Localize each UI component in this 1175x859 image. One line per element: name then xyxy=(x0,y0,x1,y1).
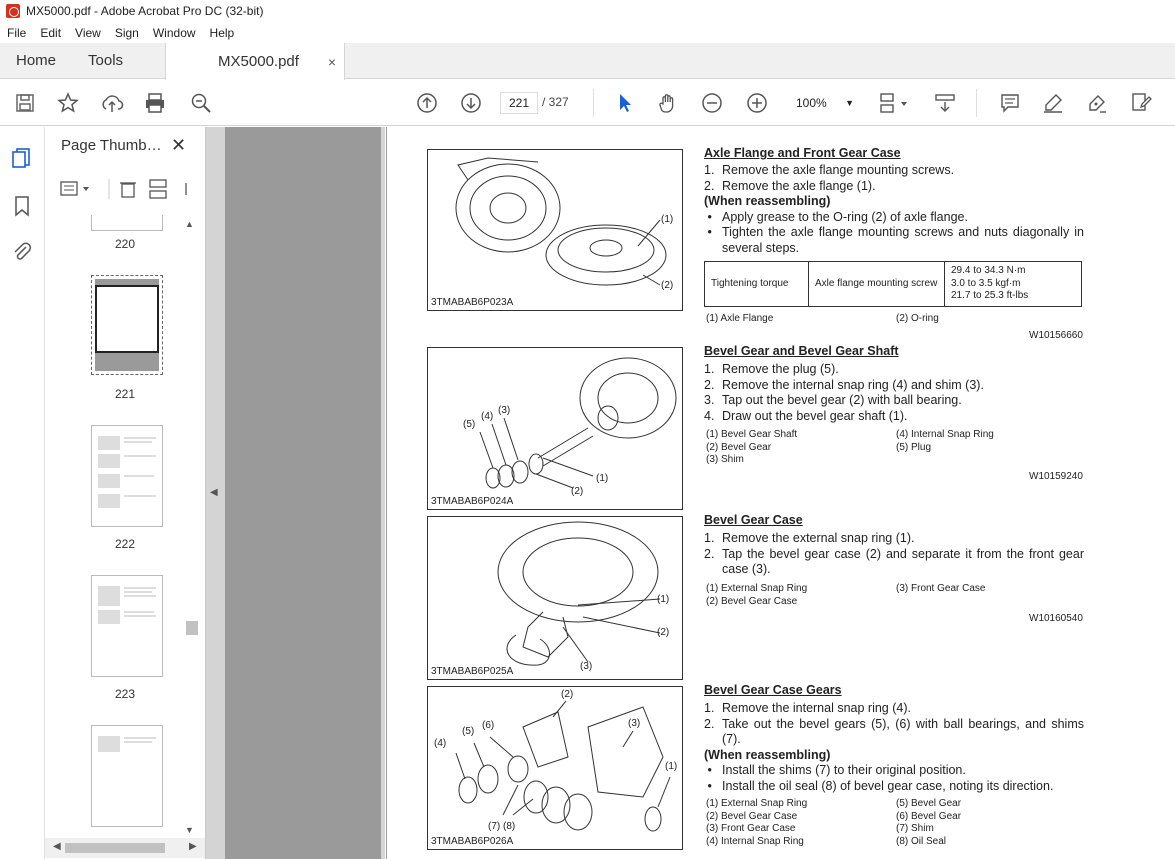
section-title: Bevel Gear and Bevel Gear Shaft xyxy=(704,344,899,358)
step-text: Tap the bevel gear case (2) and separate it from the front gear case (3). xyxy=(722,546,1084,576)
legend-item: (7) Shim xyxy=(896,823,934,835)
comment-icon[interactable] xyxy=(998,91,1022,115)
legend-item: (1) Axle Flange xyxy=(706,313,774,324)
thumbnails-panel-title: Page Thumb… xyxy=(61,137,162,154)
callout-label: (7) (8) xyxy=(488,821,516,832)
attachment-paperclip-icon[interactable] xyxy=(11,241,33,263)
window-title: MX5000.pdf - Adobe Acrobat Pro DC (32-bit) xyxy=(26,4,264,18)
menu-window[interactable]: Window xyxy=(152,25,196,40)
callout-label: (2) xyxy=(561,689,574,700)
legend-item: (1) Bevel Gear Shaft xyxy=(706,429,798,440)
scroll-mode-icon[interactable] xyxy=(933,91,957,115)
tab-bar xyxy=(0,43,1175,79)
menu-help[interactable]: Help xyxy=(209,25,235,40)
figure-code: 3TMABAB6P025A xyxy=(431,666,514,677)
step-text: Remove the plug (5). xyxy=(722,362,839,376)
horizontal-scroll-thumb[interactable] xyxy=(65,843,165,853)
document-page xyxy=(386,127,1175,859)
thumbnails-scrollbar[interactable]: ▲ ▼ xyxy=(183,217,199,837)
section-title: Bevel Gear Case xyxy=(704,513,803,527)
document-code: W10160540 xyxy=(1029,613,1083,624)
toolbar xyxy=(0,80,1175,126)
legend xyxy=(706,429,1086,467)
thumbnail-page-220[interactable] xyxy=(91,215,163,231)
legend-item: (5) Plug xyxy=(896,441,932,453)
zoom-in-icon[interactable] xyxy=(745,91,769,115)
tab-tools[interactable]: Tools xyxy=(88,52,124,69)
step-text: Remove the axle flange (1). xyxy=(722,178,876,193)
collapse-panel-icon[interactable]: ◀ xyxy=(210,487,218,498)
current-page-input[interactable]: 221 xyxy=(500,92,538,114)
legend-item: (3) Shim xyxy=(706,454,744,466)
reassembling-heading: (When reassembling) xyxy=(704,747,831,762)
toolbar-divider xyxy=(593,89,594,117)
tab-document[interactable] xyxy=(165,43,345,80)
thumbnail-page-223[interactable] xyxy=(91,575,163,677)
upload-cloud-icon[interactable] xyxy=(100,91,124,115)
legend xyxy=(706,798,1086,849)
figure-bevel-gear-shaft xyxy=(427,347,683,510)
torque-value: 21.7 to 25.3 ft-lbs xyxy=(951,290,1029,301)
reassembling-heading: (When reassembling) xyxy=(704,194,831,208)
callout-label: (6) xyxy=(482,720,495,731)
thumbnails-toolbar xyxy=(59,177,194,201)
hand-tool-icon[interactable] xyxy=(656,91,680,115)
bullet-text: Install the oil seal (8) of bevel gear case, noting its direction. xyxy=(722,778,1054,793)
next-page-icon[interactable] xyxy=(459,91,483,115)
legend-item: (2) Bevel Gear xyxy=(706,441,772,453)
section-title: Axle Flange and Front Gear Case xyxy=(704,146,901,160)
callout-label: (2) xyxy=(657,627,670,638)
callout-label: (2) xyxy=(661,280,674,291)
legend-item: (1) External Snap Ring xyxy=(706,583,808,594)
print-icon[interactable] xyxy=(143,91,167,115)
callout-label: (3) xyxy=(580,661,593,672)
legend-item: (2) Bevel Gear Case xyxy=(706,595,798,607)
bullet-text: Apply grease to the O-ring (2) of axle flange. xyxy=(722,209,968,224)
figure-bevel-gear-case xyxy=(427,516,683,680)
torque-label: Tightening torque xyxy=(705,262,809,307)
document-code: W10156660 xyxy=(1029,330,1083,341)
zoom-search-icon[interactable] xyxy=(189,91,213,115)
torque-item: Axle flange mounting screw xyxy=(809,262,945,307)
menu-edit[interactable]: Edit xyxy=(40,25,62,40)
tab-home[interactable]: Home xyxy=(16,52,57,69)
step-text: Remove the external snap ring (1). xyxy=(722,531,915,545)
menu-view[interactable]: View xyxy=(75,25,101,40)
callout-label: (3) xyxy=(628,718,641,729)
thumbnails-scroll-thumb[interactable] xyxy=(186,621,198,635)
legend-item: (3) Front Gear Case xyxy=(896,583,986,594)
figure-bevel-gear-case-gears xyxy=(427,686,683,850)
legend-item: (2) O-ring xyxy=(896,313,939,324)
page-thumbnails-panel xyxy=(45,127,205,859)
figure-axle-flange xyxy=(427,149,683,311)
figure-code: 3TMABAB6P023A xyxy=(431,297,514,308)
tab-document-label: MX5000.pdf xyxy=(218,53,299,70)
legend-item: (6) Bevel Gear xyxy=(896,810,962,822)
callout-label: (2) xyxy=(571,486,584,497)
legend-item: (8) Oil Seal xyxy=(896,836,947,848)
menu-bar xyxy=(0,22,1175,43)
steps-list: 1. Remove the plug (5). 2. Remove the internal snap ring (4) and shim (3). 3. Tap out the bevel gear (2) with ball bearing. 4. Draw out the bevel gear shaft (1). xyxy=(704,362,984,423)
page-thumbnails-icon[interactable] xyxy=(11,147,33,169)
bookmark-icon[interactable] xyxy=(11,195,33,217)
highlight-pen-icon[interactable] xyxy=(1041,91,1065,115)
tab-close-icon[interactable]: × xyxy=(327,53,337,70)
toolbar-divider xyxy=(976,89,977,117)
step-text: Remove the internal snap ring (4). xyxy=(722,701,911,715)
zoom-out-icon[interactable] xyxy=(700,91,724,115)
callout-label: (3) xyxy=(498,405,511,416)
legend-item: (1) External Snap Ring xyxy=(706,798,808,809)
zoom-level-dropdown[interactable] xyxy=(790,92,860,114)
acrobat-logo-icon xyxy=(6,4,20,18)
page-margin-band xyxy=(225,127,381,859)
step-text: Draw out the bevel gear shaft (1). xyxy=(722,408,908,423)
page-layout-icon[interactable] xyxy=(878,91,912,115)
legend-item: (3) Front Gear Case xyxy=(706,823,796,835)
callout-label: (1) xyxy=(661,214,674,225)
step-text: Remove the axle flange mounting screws. xyxy=(722,163,955,177)
select-cursor-icon[interactable] xyxy=(613,91,637,115)
thumbnail-page-221-selected[interactable] xyxy=(91,275,163,375)
thumbnail-page-224[interactable] xyxy=(91,725,163,827)
legend xyxy=(706,583,1086,608)
callout-label: (1) xyxy=(596,473,609,484)
menu-sign[interactable]: Sign xyxy=(114,25,139,40)
torque-table xyxy=(704,261,1082,307)
figure-code: 3TMABAB6P024A xyxy=(431,496,514,507)
document-code: W10159240 xyxy=(1029,471,1083,482)
callout-label: (1) xyxy=(657,594,670,605)
step-text: Tap out the bevel gear (2) with ball bearing. xyxy=(722,393,962,407)
thumbnails-list xyxy=(45,215,195,837)
thumbnails-close-icon[interactable]: ✕ xyxy=(171,135,187,155)
thumbnail-label: 223 xyxy=(114,687,136,701)
figure-code: 3TMABAB6P026A xyxy=(431,836,514,847)
thumbnails-horizontal-scrollbar[interactable]: ◀ ▶ xyxy=(45,838,205,858)
torque-values xyxy=(945,262,1082,307)
legend-item: (5) Bevel Gear xyxy=(896,798,962,809)
bullet-text: Install the shims (7) to their original position. xyxy=(722,763,966,777)
left-navigation-rail xyxy=(0,127,45,859)
legend-item: (2) Bevel Gear Case xyxy=(706,810,798,822)
previous-page-icon[interactable] xyxy=(415,91,439,115)
torque-value: 29.4 to 34.3 N·m xyxy=(951,265,1026,276)
section-title: Bevel Gear Case Gears xyxy=(704,683,842,697)
bookmark-star-icon[interactable] xyxy=(56,91,80,115)
legend xyxy=(706,313,1086,326)
edit-document-icon[interactable] xyxy=(1129,91,1153,115)
callout-label: (5) xyxy=(462,726,475,737)
thumbnail-label: 222 xyxy=(114,537,136,551)
chevron-down-icon: ▼ xyxy=(845,98,854,108)
thumbnail-label: 221 xyxy=(114,387,136,401)
step-text: Remove the internal snap ring (4) and shim (3). xyxy=(722,377,984,392)
menu-file[interactable]: File xyxy=(7,25,27,40)
step-text: Take out the bevel gears (5), (6) with ball bearings, and shims (7). xyxy=(722,716,1084,746)
steps-list: 1. Remove the external snap ring (1). 2. Tap the bevel gear case (2) and separate it from the front gear case (3). xyxy=(704,531,1084,576)
thumbnail-label: 220 xyxy=(114,237,136,251)
callout-label: (5) xyxy=(463,419,476,430)
legend-item: (4) Internal Snap Ring xyxy=(896,429,994,440)
callout-label: (4) xyxy=(434,738,447,749)
callout-label: (4) xyxy=(481,411,494,422)
callout-label: (1) xyxy=(665,761,678,772)
title-bar xyxy=(0,0,1175,22)
torque-value: 3.0 to 3.5 kgf·m xyxy=(951,277,1021,289)
save-icon[interactable] xyxy=(13,91,37,115)
thumbnail-page-222[interactable] xyxy=(91,425,163,527)
zoom-level-value: 100% xyxy=(796,96,827,110)
total-pages: / 327 xyxy=(542,95,569,109)
steps-list: 1. Remove the internal snap ring (4). 2. Take out the bevel gears (5), (6) with ball bearings, and shims (7). (When reassembling) • Install the shims (7) to their original position. • Install the oil seal (8) of bevel gear case, noting its direction. xyxy=(704,701,1084,793)
sign-pen-icon[interactable] xyxy=(1085,91,1109,115)
steps-list: 1. Remove the axle flange mounting screws. 2. Remove the axle flange (1). (When reassembling) • Apply grease to the O-ring (2) of axle flange. • Tighten the axle flange mounting screws and nuts diagonally in several steps. xyxy=(704,163,1084,255)
legend-item: (4) Internal Snap Ring xyxy=(706,836,804,848)
bullet-text: Tighten the axle flange mounting screws and nuts diagonally in several steps. xyxy=(722,225,1084,255)
